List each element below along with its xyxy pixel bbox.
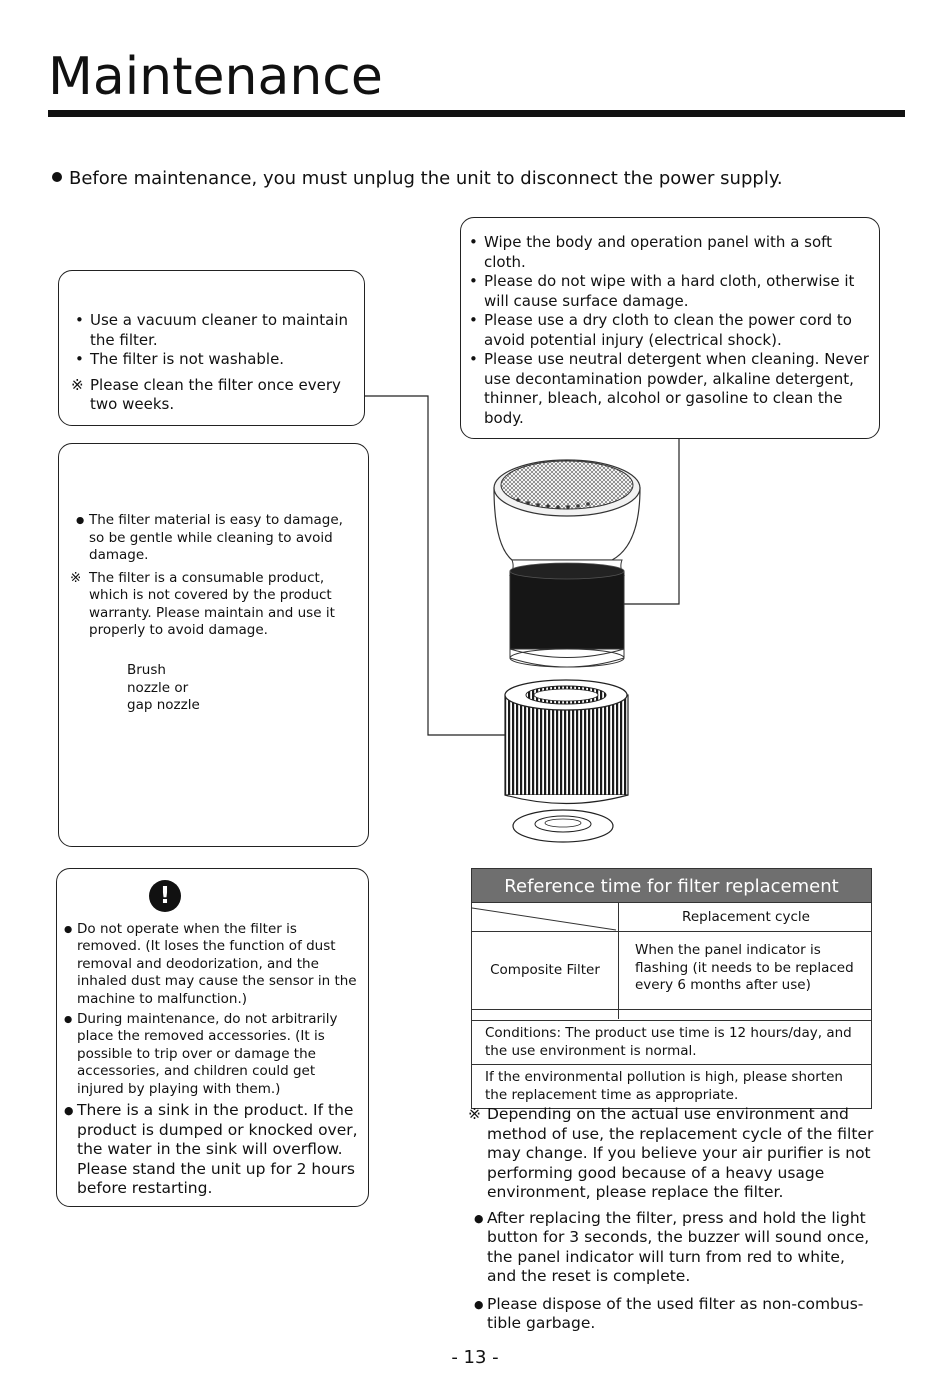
list-item: • The filter is not washable.: [90, 350, 358, 370]
list-item: • Please use a dry cloth to clean the power cord to avoid potential injury (electrical shock).: [484, 311, 872, 350]
connector-line-filter: [365, 396, 505, 735]
table-row: [471, 932, 872, 1010]
diagonal-header-cell: [472, 903, 618, 931]
brush-label-line: nozzle or: [127, 679, 189, 696]
filter-care-box: [58, 270, 365, 426]
lead-text: Before maintenance, you must unplug the unit to disconnect the power supply.: [69, 168, 783, 189]
list-item: • Please do not wipe with a hard cloth, otherwise it will cause surface damage.: [484, 272, 872, 311]
list-item: • Wipe the body and operation panel with a soft cloth.: [484, 233, 872, 272]
warning-box: [56, 868, 369, 1207]
list-item: ● After replacing the filter, press and hold the light button for 3 seconds, the buzzer will sound once, the panel indicator will turn from red to white, and the reset is complete.: [487, 1209, 877, 1287]
exclamation-icon: !: [149, 880, 181, 912]
row-value: When the panel indicator is flashing (it needs to be replaced every 6 months after use): [618, 932, 871, 1019]
lead-warning: [52, 166, 783, 192]
col-header: Replacement cycle: [618, 903, 873, 931]
brush-label: [127, 662, 200, 715]
row-label: Composite Filter: [490, 962, 600, 978]
filter-cylinder-illustration: [505, 680, 628, 804]
list-item: ● The filter material is easy to damage, so be gentle while cleaning to avoid damage.: [89, 512, 351, 565]
table-header-row: [471, 903, 872, 932]
note-item: ※ Please clean the filter once every two weeks.: [90, 376, 358, 415]
list-item: ● During maintenance, do not arbitrarily place the removed accessories. (It is possible to trip over or damage the accessories, and children could get injured by playing with them.): [77, 1011, 363, 1098]
conditions-row: Conditions: The product use time is 12 hours/day, and the use environment is normal.: [471, 1020, 872, 1065]
bullet-icon: [52, 172, 62, 182]
note-item: ※ Depending on the actual use environment and method of use, the replacement cycle of the filter may change. If you believe your air purifier is not performing good because of a heavy usage environment, please replace the filter.: [487, 1105, 877, 1203]
list-item: • Please use neutral detergent when cleaning. Never use decontamination powder, alkaline detergent, thinner, bleach, alcohol or gasoline to clean the body.: [484, 350, 872, 428]
table-title: Reference time for filter replacement: [471, 868, 872, 903]
list-item: ● Please dispose of the used filter as non-combus-tible garbage.: [487, 1295, 877, 1334]
brush-label-line: gap nozzle: [127, 697, 200, 713]
list-item: • Use a vacuum cleaner to maintain the filter.: [90, 311, 358, 350]
filter-base-plate-illustration: [513, 810, 613, 842]
note-item: ※ The filter is a consumable product, which is not covered by the product warranty. Please maintain and use it properly to avoid damage.: [89, 570, 351, 640]
notes-list: [487, 1105, 877, 1334]
air-purifier-illustration: [494, 460, 640, 667]
list-item: ● Do not operate when the filter is removed. (It loses the function of dust removal and deodorization, and the inhaled dust may cause the sensor in the machine to malfunction.): [77, 921, 363, 1008]
reference-table: [471, 868, 872, 1109]
filter-material-box: [58, 443, 369, 847]
brush-label-line: Brush: [127, 662, 166, 678]
page-number: - 13 -: [451, 1347, 499, 1368]
pollution-row: If the environmental pollution is high, please shorten the replacement time as appropriate.: [471, 1065, 872, 1109]
list-item: ● There is a sink in the product. If the product is dumped or knocked over, the water in the sink will overflow. Please stand the unit up for 2 hours before restarting.: [77, 1101, 363, 1199]
page-title: Maintenance: [48, 47, 383, 107]
body-care-box: [460, 217, 880, 439]
title-underline: [48, 110, 905, 117]
